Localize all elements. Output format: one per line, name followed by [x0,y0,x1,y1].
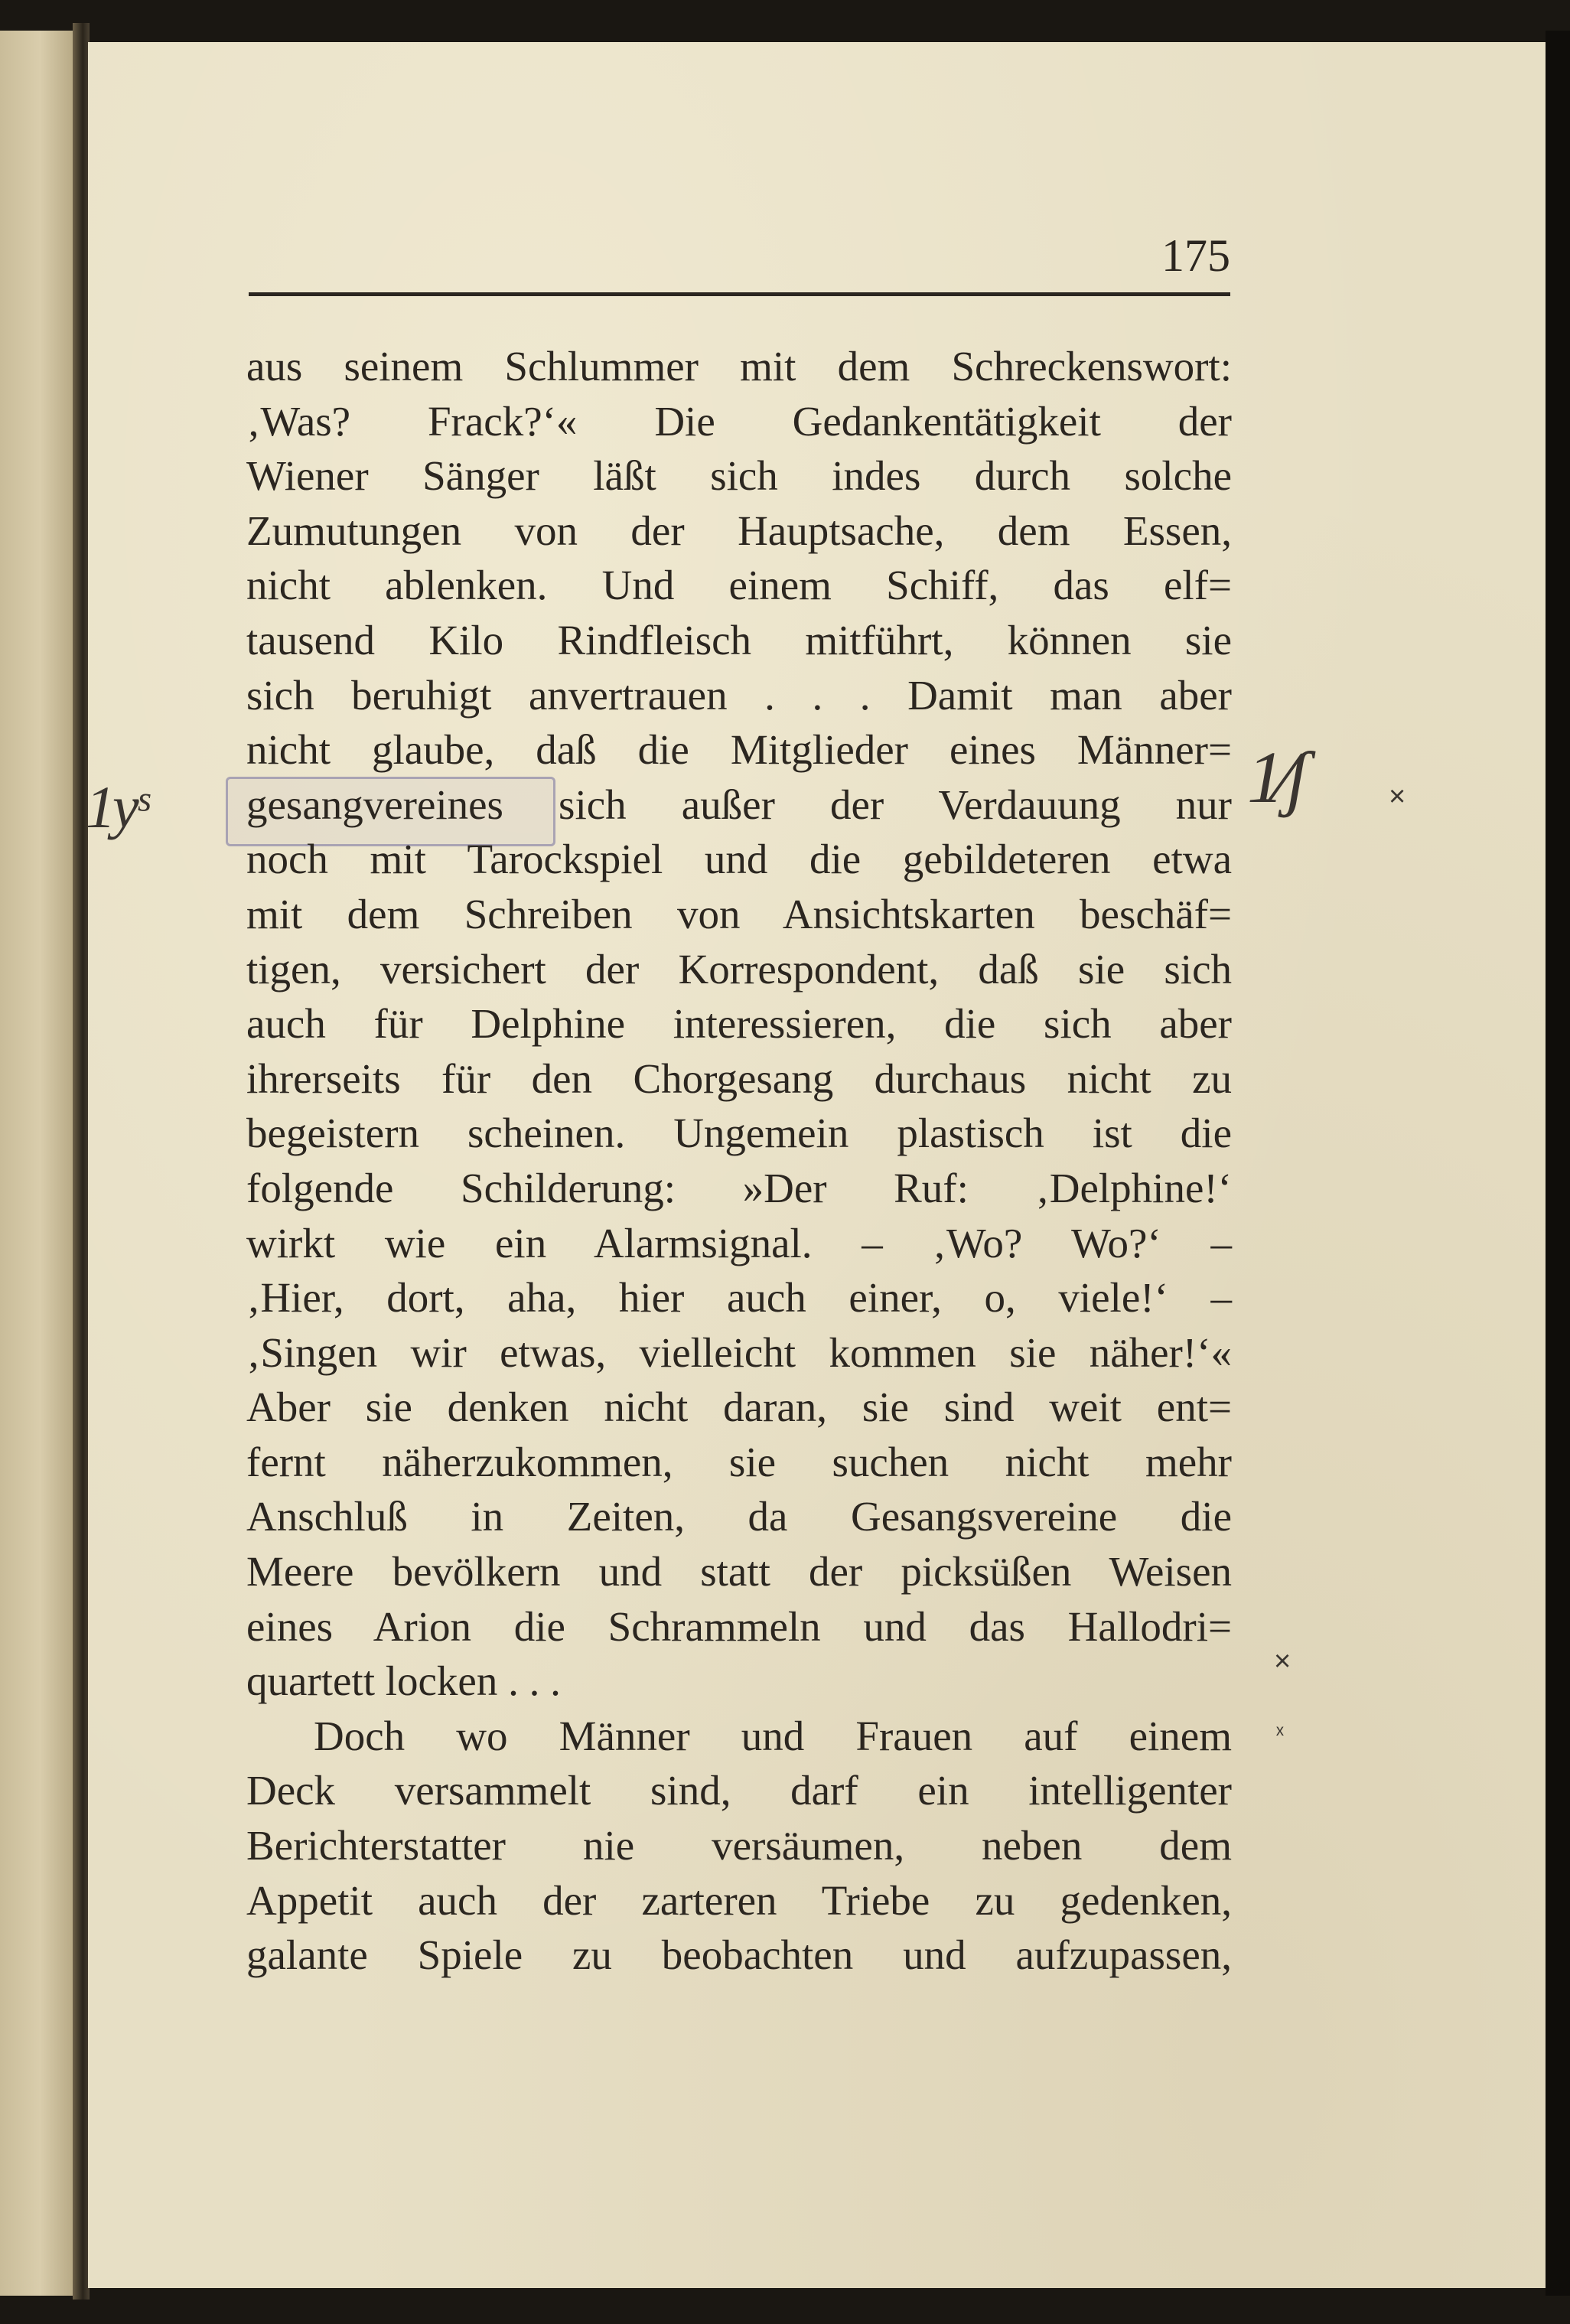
text-line: folgende Schilderung: »Der Ruf: ‚Delphine!‘ [246,1164,1232,1211]
text-line: nicht ablenken. Und einem Schiff, das elf= [246,562,1232,609]
text-line: aus seinem Schlummer mit dem Schreckenswort: [246,343,1232,390]
page-number: 175 [1161,230,1230,281]
text-line: Zumutungen von der Hauptsache, dem Essen, [246,507,1232,554]
text-line: tigen, versichert der Korrespondent, daß sie sich [246,945,1232,993]
header-rule [249,292,1230,296]
facing-page-edge [0,31,73,2296]
text-line: Anschluß in Zeiten, da Gesangsvereine die [246,1493,1232,1540]
text-line: Appetit auch der zarteren Triebe zu gedenken, [246,1876,1232,1924]
text-line: gesangvereines sich außer der Verdauung nur [246,781,1232,828]
text-line: fernt näherzukommen, sie suchen nicht mehr [246,1438,1232,1485]
text-line: ihrerseits für den Chorgesang durchaus nicht zu [246,1054,1232,1102]
text-line: sich beruhigt anvertrauen . . . Damit man aber [246,671,1232,719]
handwritten-note-right: 1⁄ʃ [1247,736,1304,818]
text-line: mit dem Schreiben von Ansichtskarten beschäf= [246,890,1232,937]
text-line: noch mit Tarockspiel und die gebildeteren etwa [246,836,1232,883]
pencil-x-mark: × [1274,1645,1292,1677]
text-line: ‚Hier, dort, aha, hier auch einer, o, viele!‘ – [246,1274,1232,1322]
text-line: ‚Singen wir etwas, vielleicht kommen sie näher!‘« [246,1328,1232,1376]
text-line: auch für Delphine interessieren, die sich aber [246,1000,1232,1048]
book-gutter [73,23,90,2300]
text-line: Aber sie denken nicht daran, sie sind weit ent= [246,1384,1232,1431]
text-line: begeistern scheinen. Ungemein plastisch ist die [246,1110,1232,1157]
text-line: Deck versammelt sind, darf ein intelligenter [246,1767,1232,1814]
body-text [246,339,1232,1983]
text-line: tausend Kilo Rindfleisch mitführt, können sie [246,616,1232,663]
text-line: eines Arion die Schrammeln und das Hallodri= [246,1602,1232,1650]
text-line: Meere bevölkern und statt der picksüßen Weisen [246,1548,1232,1596]
pencil-small-mark: ₓ [1276,1714,1284,1739]
text-line: quartett locken . . . [246,1657,561,1705]
pencil-x-mark: × [1389,781,1406,813]
text-line: Berichterstatter nie versäumen, neben dem [246,1822,1232,1869]
text-line: Doch wo Männer und Frauen auf einem [314,1712,1232,1759]
text-line: ‚Was? Frack?‘« Die Gedankentätigkeit der [246,397,1232,445]
handwritten-note-left: 1yˢ [86,774,146,840]
text-line: wirkt wie ein Alarmsignal. – ‚Wo? Wo?‘ – [246,1219,1232,1266]
scan-border [1546,31,1570,2296]
text-line: galante Spiele zu beobachten und aufzupassen, [246,1931,1232,1979]
text-line: nicht glaube, daß die Mitglieder eines Männer= [246,726,1232,774]
text-line: Wiener Sänger läßt sich indes durch solche [246,452,1232,500]
